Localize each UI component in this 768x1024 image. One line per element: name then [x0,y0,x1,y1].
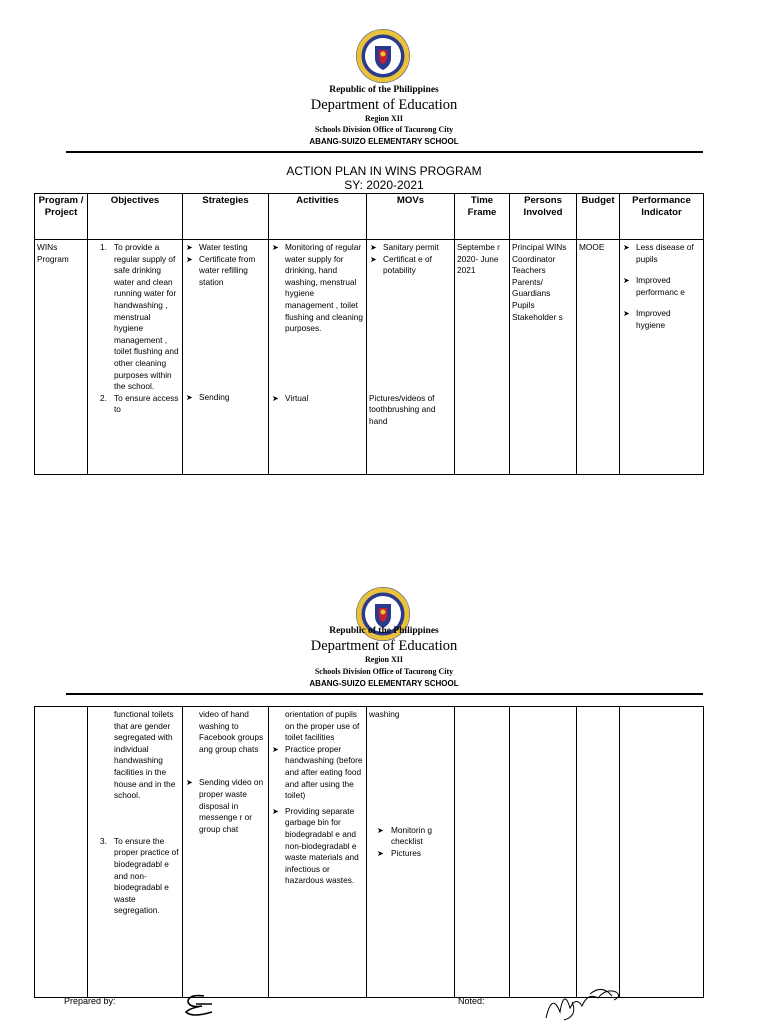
objective-number: 3. [100,835,107,846]
deped-seal-icon [355,28,411,84]
activities-cell [269,240,367,475]
mov-text: Pictures/videos of toothbrushing and hand [369,392,436,426]
arrow-bullet-icon: ➤ [186,254,193,264]
department-line: Department of Education [310,638,458,654]
strategy-item [185,254,266,289]
strategy-text: video of hand washing to Facebook groups ang group chats [199,709,264,754]
activity-item [271,806,364,887]
header-persons: Persons Involved [510,194,577,240]
movs-cell [367,240,455,475]
activity-text: Virtual [285,392,309,403]
header-objectives: Objectives [88,194,183,240]
document-page-2 [0,578,768,1024]
strategy-text: Sending video on proper waste disposal in messenge r or group chat [199,777,264,834]
strategy-text: Certificate from water refilling station [199,253,256,287]
header-budget: Budget [577,194,620,240]
mov-text: Certificat e of potability [383,253,432,276]
persons-cell [510,240,577,475]
division-line: Schools Division Office of Tacurong City [314,667,454,676]
program-text: WINs Program [37,242,69,264]
school-line: ABANG-SUIZO ELEMENTARY SCHOOL [309,137,459,146]
strategies-cell [183,707,269,998]
action-plan-table-page-1 [34,193,704,475]
header-activities: Activities [269,194,367,240]
table-row [35,707,704,998]
time-frame-cell [455,707,510,998]
strategy-text: Water testing [199,242,248,252]
time-frame-cell [455,240,510,475]
strategy-text: Sending [199,392,230,403]
arrow-bullet-icon: ➤ [186,393,193,403]
strategies-cell [183,240,269,475]
prepared-by-label: Prepared by: [64,996,116,1006]
school-line: ABANG-SUIZO ELEMENTARY SCHOOL [309,679,459,688]
header-indicator: Performance Indicator [620,194,704,240]
objective-item [90,836,180,917]
republic-line: Republic of the Philippines [329,626,439,636]
objective-number: 2. [100,392,107,403]
strategy-item [185,392,266,404]
objective-item [90,242,180,393]
signature-prepared-icon [182,992,218,1018]
activity-item [271,242,364,335]
plan-title: ACTION PLAN IN WINS PROGRAM [286,164,482,178]
header-movs: MOVs [367,194,455,240]
mov-item [369,848,452,860]
arrow-bullet-icon: ➤ [272,744,279,754]
indicator-text: Improved hygiene [636,308,671,330]
activity-item [271,393,364,405]
indicator-text: Less disease of pupils [636,242,694,264]
strategy-item [185,242,266,254]
region-line: Region XII [364,114,403,123]
arrow-bullet-icon: ➤ [186,243,193,252]
mov-item [369,825,452,848]
indicator-cell [620,240,704,475]
indicator-cell [620,707,704,998]
objective-item [90,393,180,416]
objectives-cell [88,707,183,998]
arrow-bullet-icon: ➤ [623,276,630,286]
mov-text: Monitorin g checklist [391,824,433,847]
indicator-text: Improved performanc e [636,275,685,297]
arrow-bullet-icon: ➤ [186,778,193,788]
mov-item [369,242,452,254]
arrow-bullet-icon: ➤ [377,848,384,858]
indicator-item [622,308,701,331]
republic-line: Republic of the Philippines [329,85,439,95]
program-cell [35,707,88,998]
action-plan-table-page-2 [34,706,704,998]
header-time-frame: Time Frame [455,194,510,240]
table-row [35,240,704,475]
objective-text: To ensure the proper practice of biodegradabl e and non-biodegradabl e waste segregation. [114,835,179,916]
persons-text: Principal WINs Coordinator Teachers Parents/ Guardians Pupils Stakeholder s [512,242,567,322]
arrow-bullet-icon: ➤ [370,254,377,264]
program-cell [35,240,88,475]
department-line: Department of Education [310,97,458,113]
mov-text: washing [369,709,400,719]
division-line: Schools Division Office of Tacurong City [314,125,454,134]
mov-text: Pictures [391,847,421,858]
activities-cell [269,707,367,998]
activity-text: orientation of pupils on the proper use of toilet facilities [285,709,360,743]
arrow-bullet-icon: ➤ [272,393,279,403]
arrow-bullet-icon: ➤ [377,825,384,835]
time-frame-text: Septembe r 2020- June 2021 [457,242,500,276]
header-rule [66,693,703,695]
header-rule [66,151,703,153]
objective-number: 1. [100,242,107,252]
budget-cell [577,707,620,998]
budget-cell [577,240,620,475]
objective-text: To provide a regular supply of safe drinking water and clean running water for handwashing , menstrual hygiene management , toilet flushing and other cleaning purposes within the school. [114,242,179,392]
signature-noted-icon [542,982,624,1022]
arrow-bullet-icon: ➤ [272,243,279,252]
indicator-item [622,242,701,265]
arrow-bullet-icon: ➤ [623,309,630,319]
strategy-item [185,777,266,835]
table-header-row [35,194,704,240]
persons-cell [510,707,577,998]
header-program: Program / Project [35,194,88,240]
activity-text: Practice proper handwashing (before and after eating food and after using the toilet) [285,743,363,801]
arrow-bullet-icon: ➤ [623,243,630,252]
mov-text: Sanitary permit [383,242,439,252]
mov-item [369,254,452,277]
activity-text: Monitoring of regular water supply for drinking, hand washing, menstrual hygiene management , toilet flushing and cleaning purposes. [285,242,363,334]
budget-text: MOOE [579,242,605,252]
arrow-bullet-icon: ➤ [272,806,279,816]
activity-item [271,744,364,802]
indicator-item [622,275,701,298]
noted-label: Noted: [458,996,485,1006]
document-page-1 [0,0,768,490]
arrow-bullet-icon: ➤ [370,243,377,252]
region-line: Region XII [364,655,403,664]
activity-text: Providing separate garbage bin for biodegradabl e and non-biodegradabl e waste materials and infectious or hazardous wastes. [285,805,359,886]
objective-text: functional toilets that are gender segregated with individual handwashing facilities in the house and in the school. [114,709,176,801]
school-year: SY: 2020-2021 [344,178,424,192]
movs-cell [367,707,455,998]
objective-text: To ensure access to [114,392,179,415]
objectives-cell [88,240,183,475]
header-strategies: Strategies [183,194,269,240]
